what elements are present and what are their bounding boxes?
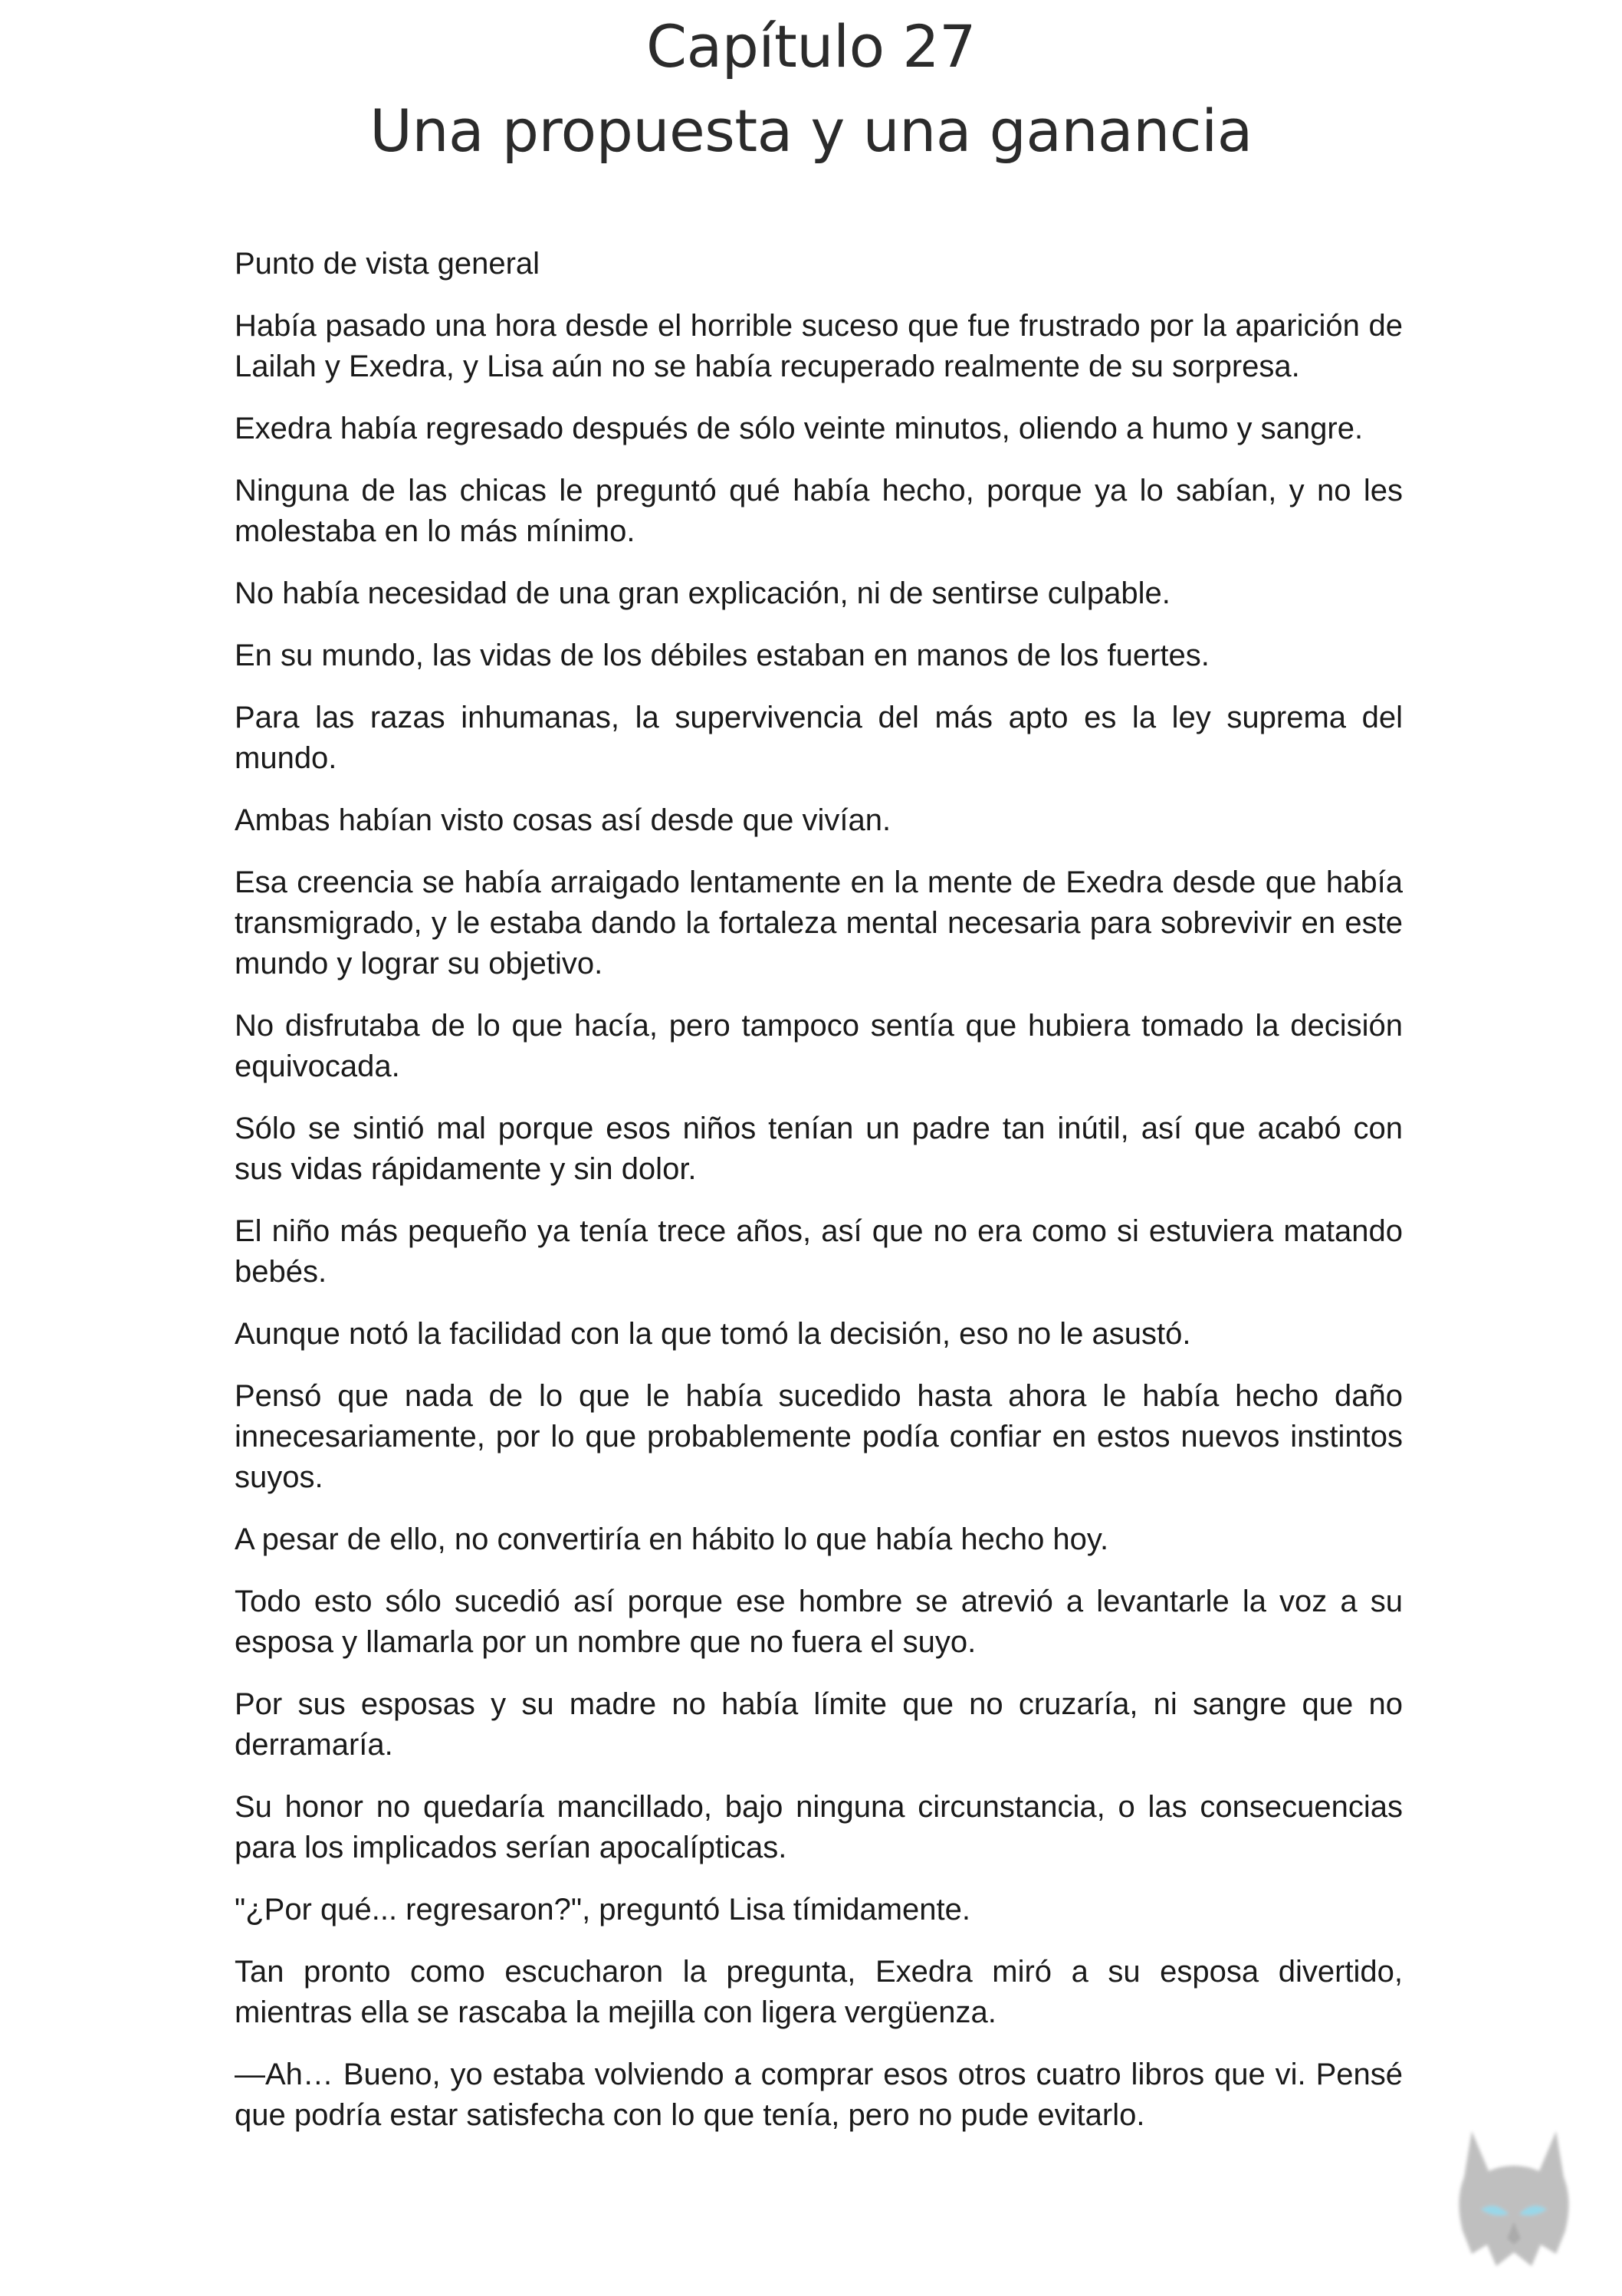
paragraph: El niño más pequeño ya tenía trece años, así que no era como si estuviera matando bebés. — [235, 1214, 1403, 1289]
paragraph: Ambas habían visto cosas así desde que vivían. — [235, 803, 891, 837]
paragraph: Su honor no quedaría mancillado, bajo ninguna circunstancia, o las consecuencias para los implicados serían apocalípticas. — [235, 1790, 1403, 1864]
paragraph: Esa creencia se había arraigado lentamente en la mente de Exedra desde que había transmigrado, y le estaba dando la fortaleza mental necesaria para sobrevivir en este mundo y lograr su objetivo. — [235, 866, 1403, 980]
paragraph: Sólo se sintió mal porque esos niños tenían un padre tan inútil, así que acabó con sus vidas rápidamente y sin dolor. — [235, 1112, 1403, 1186]
chapter-header — [0, 5, 1622, 173]
demon-head-logo-icon — [1441, 2124, 1587, 2292]
paragraph: Punto de vista general — [235, 247, 540, 281]
paragraph: "¿Por qué... regresaron?", preguntó Lisa tímidamente. — [235, 1893, 971, 1926]
paragraph: Pensó que nada de lo que le había sucedido hasta ahora le había hecho daño innecesariamente, por lo que probablemente podía confiar en estos nuevos instintos suyos. — [235, 1379, 1403, 1494]
chapter-title: Una propuesta y una ganancia — [369, 97, 1253, 165]
chapter-number: Capítulo 27 — [646, 12, 976, 80]
chapter-body — [235, 244, 1403, 2157]
paragraph: No disfrutaba de lo que hacía, pero tampoco sentía que hubiera tomado la decisión equivocada. — [235, 1009, 1403, 1083]
paragraph: —Ah… Bueno, yo estaba volviendo a comprar esos otros cuatro libros que vi. Pensé que podría estar satisfecha con lo que tenía, pero no pude evitarlo. — [235, 2058, 1403, 2132]
paragraph: Ninguna de las chicas le preguntó qué había hecho, porque ya lo sabían, y no les molestaba en lo más mínimo. — [235, 474, 1403, 548]
paragraph: Por sus esposas y su madre no había límite que no cruzaría, ni sangre que no derramaría. — [235, 1687, 1403, 1762]
paragraph: Tan pronto como escucharon la pregunta, Exedra miró a su esposa divertido, mientras ella se rascaba la mejilla con ligera vergüenza. — [235, 1955, 1403, 2029]
paragraph: No había necesidad de una gran explicación, ni de sentirse culpable. — [235, 576, 1171, 610]
paragraph: En su mundo, las vidas de los débiles estaban en manos de los fuertes. — [235, 639, 1210, 672]
paragraph: Aunque notó la facilidad con la que tomó la decisión, eso no le asustó. — [235, 1317, 1191, 1351]
paragraph: Exedra había regresado después de sólo veinte minutos, oliendo a humo y sangre. — [235, 412, 1364, 445]
paragraph: A pesar de ello, no convertiría en hábito lo que había hecho hoy. — [235, 1522, 1109, 1556]
paragraph: Todo esto sólo sucedió así porque ese hombre se atrevió a levantarle la voz a su esposa y llamarla por un nombre que no fuera el suyo. — [235, 1585, 1403, 1659]
paragraph: Había pasado una hora desde el horrible suceso que fue frustrado por la aparición de Lailah y Exedra, y Lisa aún no se había recuperado realmente de su sorpresa. — [235, 309, 1403, 383]
paragraph: Para las razas inhumanas, la supervivencia del más apto es la ley suprema del mundo. — [235, 701, 1403, 775]
